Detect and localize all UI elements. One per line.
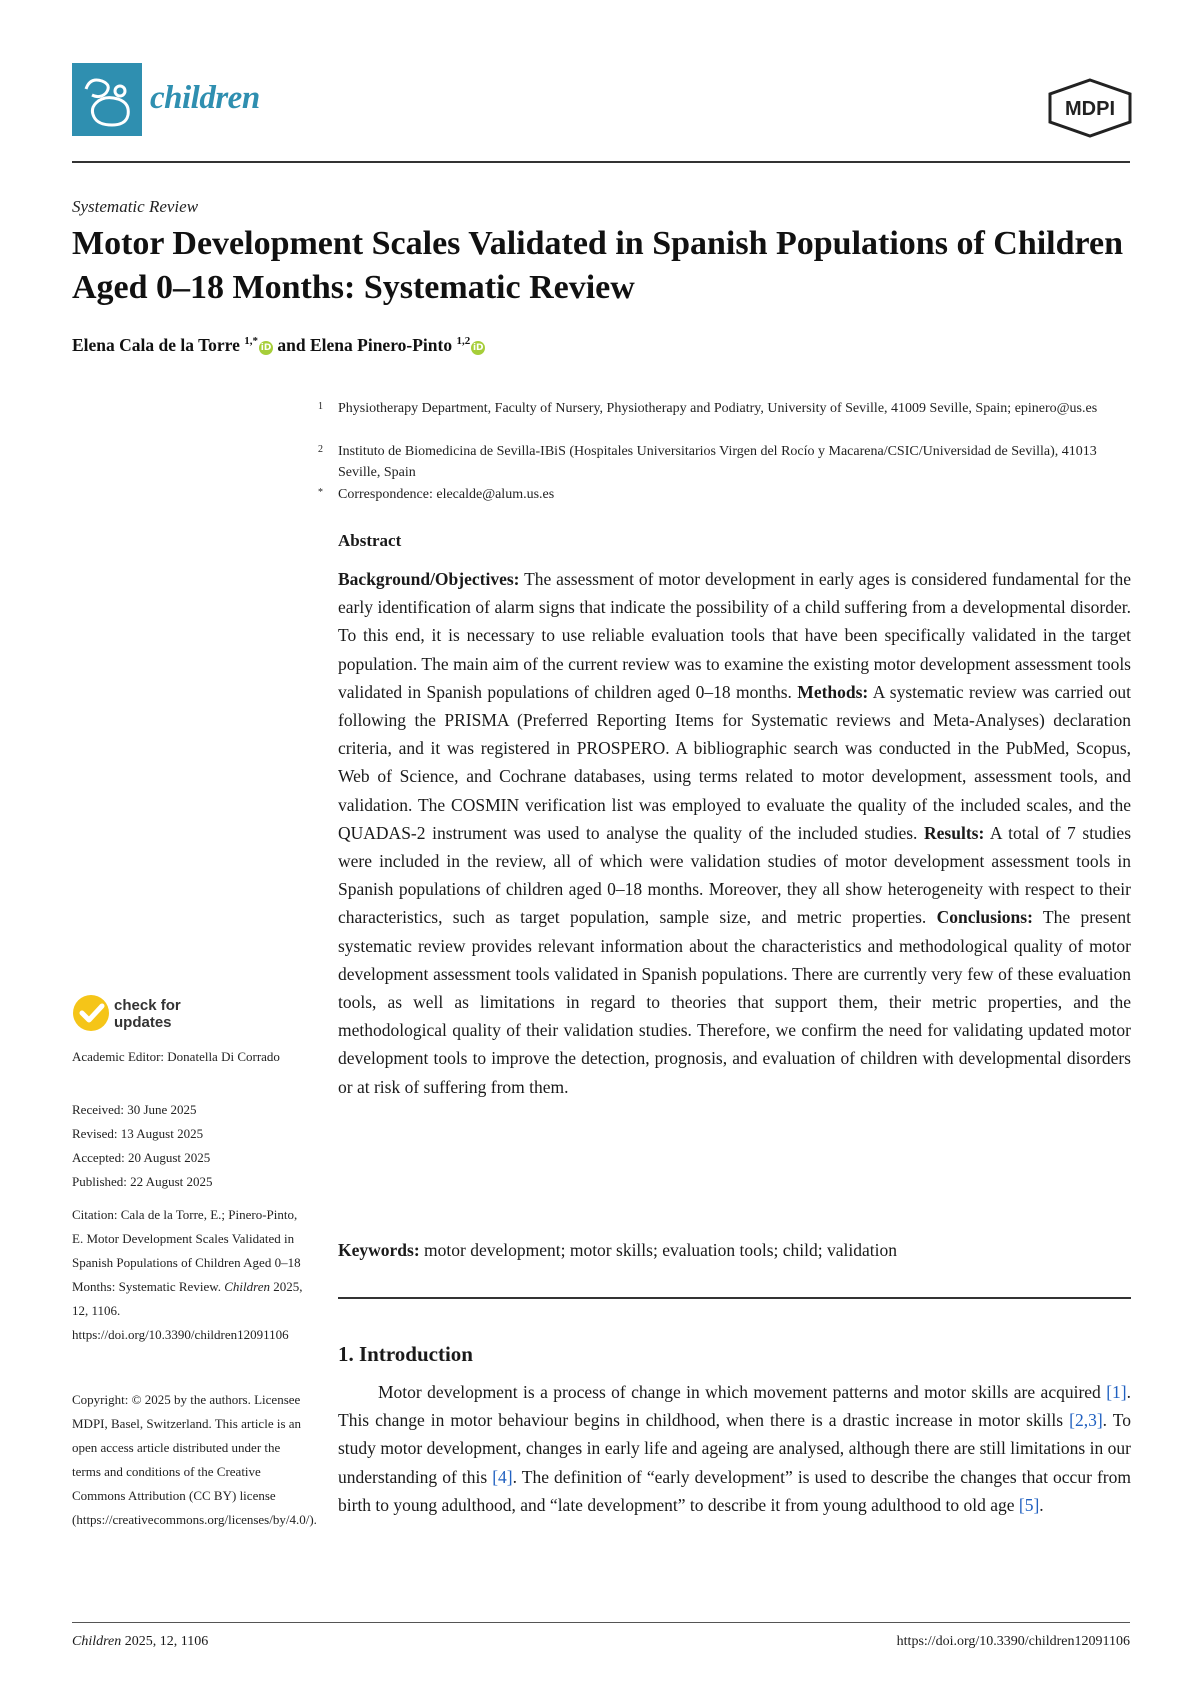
author-name[interactable]: Elena Pinero-Pinto — [309, 335, 453, 355]
abstract-background-text: The assessment of motor development in early ages is considered fundamental for the early identification of alarm signs that indicate the possibility of a child suffering from a developmental disorder. To this end, it is necessary to use reliable evaluation tools that have been specifically validated in the target population. The main aim of the current review was to examine the existing motor development assessment tools validated in Spanish populations of children aged 0–18 months. — [338, 569, 1131, 702]
header-rule — [72, 161, 1130, 163]
keywords-text: motor development; motor skills; evaluation tools; child; validation — [419, 1240, 897, 1260]
abstract-results-text: A total of 7 studies were included in the review, all of which were validation studies of motor development assessment tools in Spanish populations of children aged 0–18 months. Moreover, they all show heterogeneity with respect to their characteristics, such as target population, sample size, and metric properties. — [338, 822, 1132, 928]
mdpi-logo — [1046, 78, 1134, 138]
footer-citation — [72, 1634, 208, 1650]
citation-link[interactable]: [4] — [492, 1466, 513, 1487]
citation-link[interactable]: [5] — [1018, 1494, 1040, 1515]
abstract-background-label: Background/Objectives: — [338, 569, 520, 589]
date-revised: Revised: 13 August 2025 — [72, 1126, 204, 1141]
affiliation-number: 1 — [318, 401, 323, 412]
introduction-paragraph — [338, 1378, 1131, 1519]
article-title: Motor Development Scales Validated in Spanish Populations of Children Aged 0–18 Months: Systematic Review — [72, 225, 1124, 306]
orcid-icon[interactable]: iD — [260, 343, 272, 353]
author-name[interactable]: Elena Cala de la Torre — [72, 335, 240, 355]
check-badge-icon — [73, 995, 109, 1031]
abstract-methods-text: A systematic review was carried out following the PRISMA (Preferred Reporting Items for Systematic reviews and Meta-Analyses) declaration criteria, and it was registered in PROSPERO. A bibliographic search was conducted in the PubMed, Scopus, Web of Science, and Cochrane databases, using terms related to motor development, assessment tools, and validation. The COSMIN verification list was employed to evaluate the quality of the included scales, and the QUADAS-2 instrument was used to analyse the quality of the included studies. — [338, 681, 1131, 843]
abstract-body — [338, 565, 1131, 1101]
affiliation-number: * — [318, 487, 323, 498]
article-type: Systematic Review — [72, 197, 199, 216]
citation-text: Citation: Cala de la Torre, E.; Pinero-Pinto, E. Motor Development Scales Validated in Spanish Populations of Children Aged 0–18 Months: Systematic Review. — [72, 1207, 301, 1294]
abstract-heading: Abstract — [338, 531, 402, 550]
keywords-label: Keywords: — [338, 1240, 420, 1260]
mdpi-logo-text: MDPI — [1065, 98, 1115, 120]
citation-doi[interactable]: 2025, 12, 1106. https://doi.org/10.3390/children12091106 — [72, 1279, 303, 1342]
keywords — [338, 1240, 1131, 1261]
check-label-line2: updates — [114, 1014, 172, 1031]
citation-block — [72, 1203, 304, 1347]
journal-logo — [72, 63, 142, 136]
abstract-conclusions-text: The present systematic review provides relevant information about the characteristics and methodological quality of motor development assessment tools validated in Spanish populations. There are currently very few of these evaluation tools, as well as limitations in regard to theories that support them, their metric properties, and the methodological quality of their validation studies. Therefore, we confirm the need for validating updated motor development tools to improve the detection, prognosis, and evaluation of children with developmental disorders or at risk of suffering from them. — [338, 907, 1131, 1097]
abstract-conclusions-label: Conclusions: — [936, 907, 1033, 928]
check-for-updates-button[interactable] — [72, 990, 272, 1036]
abstract-results-label: Results: — [924, 822, 985, 843]
academic-editor: Academic Editor: Donatella Di Corrado — [72, 1049, 280, 1064]
date-published: Published: 22 August 2025 — [72, 1174, 213, 1189]
section-divider — [338, 1297, 1131, 1299]
author-affiliation-mark: 1,* — [244, 335, 259, 348]
affiliation-text: Instituto de Biomedicina de Sevilla-IBiS (Hospitales Universitarios Virgen del Rocío y Macarena/CSIC/Universidad de Sevilla), 41013 Seville, Spain — [338, 444, 1097, 480]
affiliation-text: Physiotherapy Department, Faculty of Nursery, Physiotherapy and Podiatry, University of Seville, 41009 Seville, Spain; epinero@us.es — [338, 401, 1098, 416]
footer-doi-link[interactable]: https://doi.org/10.3390/children12091106 — [896, 1634, 1130, 1649]
correspondence-text[interactable]: Correspondence: elecalde@alum.us.es — [338, 487, 555, 502]
intro-text: . This change in motor behaviour begins in childhood, when there is a drastic increase in motor skills — [338, 1382, 1131, 1431]
author-affiliation-mark: 1,2 — [456, 335, 471, 348]
footer-journal: Children — [72, 1634, 122, 1649]
citation-journal: Children — [224, 1279, 271, 1294]
date-received: Received: 30 June 2025 — [72, 1102, 197, 1117]
footer-rule — [72, 1622, 1130, 1623]
citation-link[interactable]: [1] — [1106, 1382, 1127, 1402]
author-list — [72, 335, 485, 356]
author-conjunction: and — [277, 335, 306, 355]
section-heading-introduction: 1. Introduction — [338, 1342, 473, 1366]
abstract-methods-label: Methods: — [797, 681, 869, 702]
affiliation — [318, 441, 1128, 483]
intro-text: . To study motor development, changes in early life and ageing are analysed, although there are still limitations in our understanding of this — [338, 1410, 1131, 1487]
intro-text: . — [1039, 1494, 1044, 1515]
affiliation-number: 2 — [318, 444, 323, 455]
copyright-block: Copyright: © 2025 by the authors. Licensee MDPI, Basel, Switzerland. This article is an open access article distributed under the terms and conditions of the Creative Commons Attribution (CC BY) license (https://creativecommons.org/licenses/by/4.0/). — [72, 1392, 317, 1527]
affiliation — [318, 398, 1128, 419]
journal-name: children — [150, 80, 260, 116]
check-label-line1: check for — [114, 997, 181, 1014]
intro-text: . The definition of “early development” is used to describe the changes that occur from birth to young adulthood, and “late development” to describe it from young adulthood to old age — [338, 1466, 1131, 1515]
citation-link[interactable]: [2,3] — [1069, 1410, 1103, 1431]
intro-text: Motor development is a process of change in which movement patterns and motor skills are acquired — [378, 1382, 1107, 1402]
correspondence — [318, 484, 1128, 505]
orcid-icon[interactable]: iD — [472, 343, 484, 353]
date-accepted: Accepted: 20 August 2025 — [72, 1150, 211, 1165]
footer-volume: 2025, 12, 1106 — [121, 1634, 209, 1649]
